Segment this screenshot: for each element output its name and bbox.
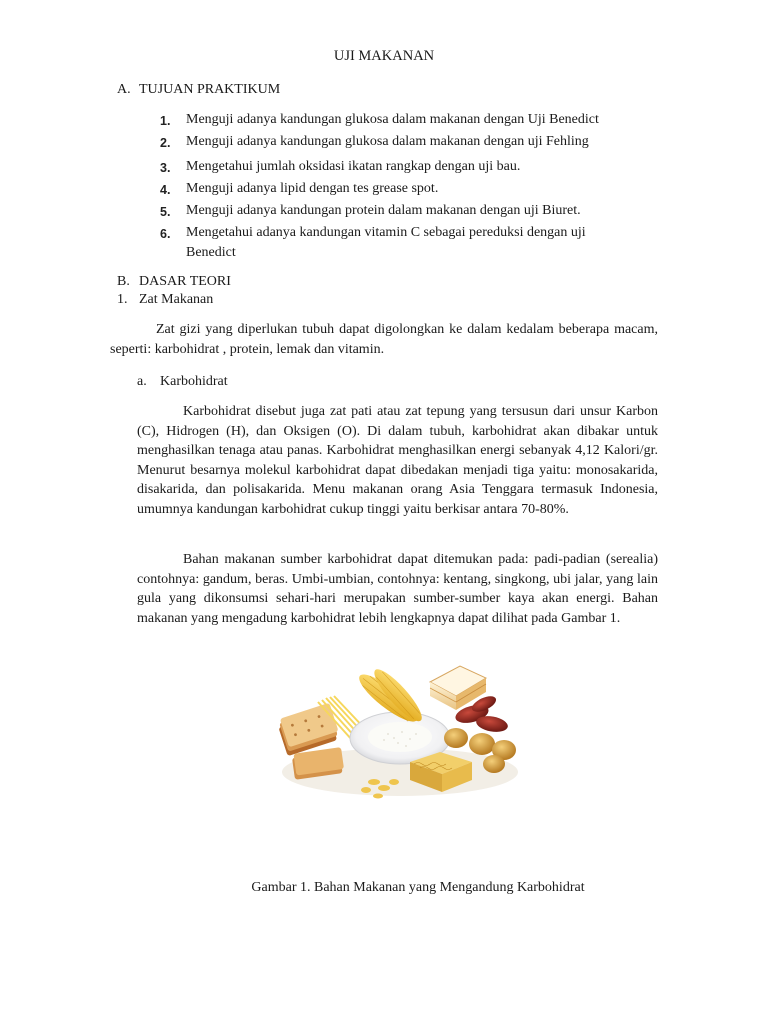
figure-caption: Gambar 1. Bahan Makanan yang Mengandung Karbohidrat [251, 880, 585, 895]
section-b-label: B. [117, 274, 130, 289]
list-item-number: 6. [160, 227, 171, 241]
carbohydrate-foods-image [270, 660, 530, 808]
list-item [160, 157, 660, 178]
section-b-title: DASAR TEORI [139, 274, 231, 289]
section-a-heading [117, 80, 280, 99]
carbohydrate-foods-figure [270, 660, 530, 808]
list-item-number: 2. [160, 136, 171, 150]
list-item-text: Menguji adanya kandungan protein dalam makanan dengan uji Biuret. [186, 203, 581, 218]
paragraph-karbohidrat-2: Bahan makanan sumber karbohidrat dapat ditemukan pada: padi-padian (serealia) contohnya: gandum, beras. Umbi-umbian, contohnya: kentang, singkong, ubi jalar, yang lain gula yang dikonsumsi sehari-hari merupakan sumber-sumber kaya akan energi. Bahan makanan yang mengadung karbohidrat lebih lengkapnya dapat dilihat pada Gambar 1. [137, 552, 658, 626]
paragraph-zat-makanan: Zat gizi yang diperlukan tubuh dapat digolongkan ke dalam kedalam beberapa macam, seperti: karbohidrat , protein, lemak dan vitamin. [110, 322, 658, 357]
list-item-text: Menguji adanya kandungan glukosa dalam makanan dengan Uji Benedict [186, 112, 599, 127]
list-item-number: 5. [160, 205, 171, 219]
list-item-number: 1. [160, 114, 171, 128]
list-item-text: Menguji adanya lipid dengan tes grease spot. [186, 181, 439, 196]
list-item-text: Mengetahui jumlah oksidasi ikatan rangkap dengan uji bau. [186, 159, 521, 174]
list-item [160, 132, 660, 153]
list-item [160, 110, 660, 131]
section-a-label: A. [117, 82, 131, 97]
paragraph-karbohidrat-1: Karbohidrat disebut juga zat pati atau zat tepung yang tersusun dari unsur Karbon (C), Hidrogen (H), dan Oksigen (O). Di dalam tubuh, karbohidrat akan dibakar untuk menghasilkan tenaga atau panas. Karbohidrat menghasilkan energi sebanyak 4,12 Kalori/gr. Menurut besarnya molekul karbohidrat dapat dibedakan menjadi tiga yaitu: monosakarida, disakarida, dan polisakarida. Menu makanan orang Asia Tenggara termasuk Indonesia, umumnya kandungan karbohidrat cukup tinggi yaitu berkisar antara 70-80%. [137, 404, 658, 517]
list-item [160, 223, 660, 263]
list-item-number: 4. [160, 183, 171, 197]
subsection-1-title: Zat Makanan [139, 292, 214, 307]
subsection-a-heading [137, 372, 228, 391]
section-a-title: TUJUAN PRAKTIKUM [139, 82, 281, 97]
list-item [160, 201, 660, 222]
section-b-heading [117, 272, 231, 291]
subsection-a-title: Karbohidrat [160, 374, 228, 389]
objectives-list [160, 110, 660, 263]
list-item [160, 179, 660, 200]
list-item-text: Mengetahui adanya kandungan vitamin C sebagai pereduksi dengan uji Benedict [186, 225, 586, 260]
page-title: UJI MAKANAN [333, 48, 435, 64]
list-item-number: 3. [160, 161, 171, 175]
list-item-text: Menguji adanya kandungan glukosa dalam makanan dengan uji Fehling [186, 134, 589, 149]
subsection-a-label: a. [137, 374, 147, 389]
subsection-1-label: 1. [117, 292, 128, 307]
subsection-1-heading [117, 290, 213, 309]
